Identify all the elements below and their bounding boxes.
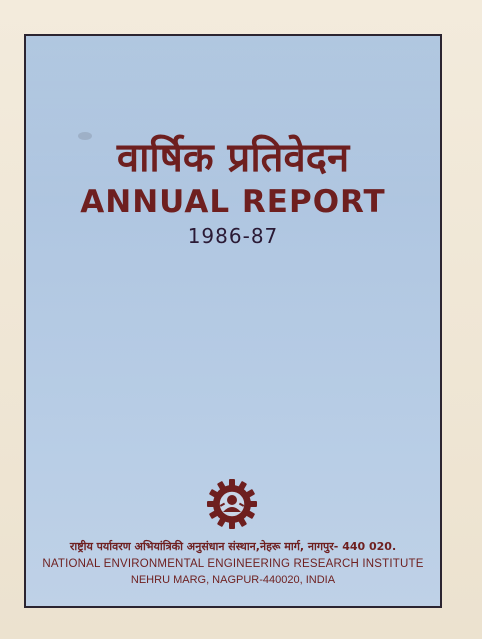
report-year: 1986-87	[187, 224, 279, 248]
csir-gear-emblem-icon	[206, 478, 258, 530]
institute-address: NEHRU MARG, NAGPUR-440020, INDIA	[130, 574, 336, 586]
hindi-address: राष्ट्रीय पर्यावरण अभियांत्रिकी अनुसंधान संस्थान,नेहरू मार्ग, नागपुर- 440 020.	[69, 540, 397, 553]
cover-panel	[24, 34, 442, 608]
institute-name: NATIONAL ENVIRONMENTAL ENGINEERING RESEARCH INSTITUTE	[42, 558, 424, 570]
hindi-title: वार्षिक प्रतिवेदन	[116, 135, 350, 181]
english-title: ANNUAL REPORT	[80, 184, 386, 220]
